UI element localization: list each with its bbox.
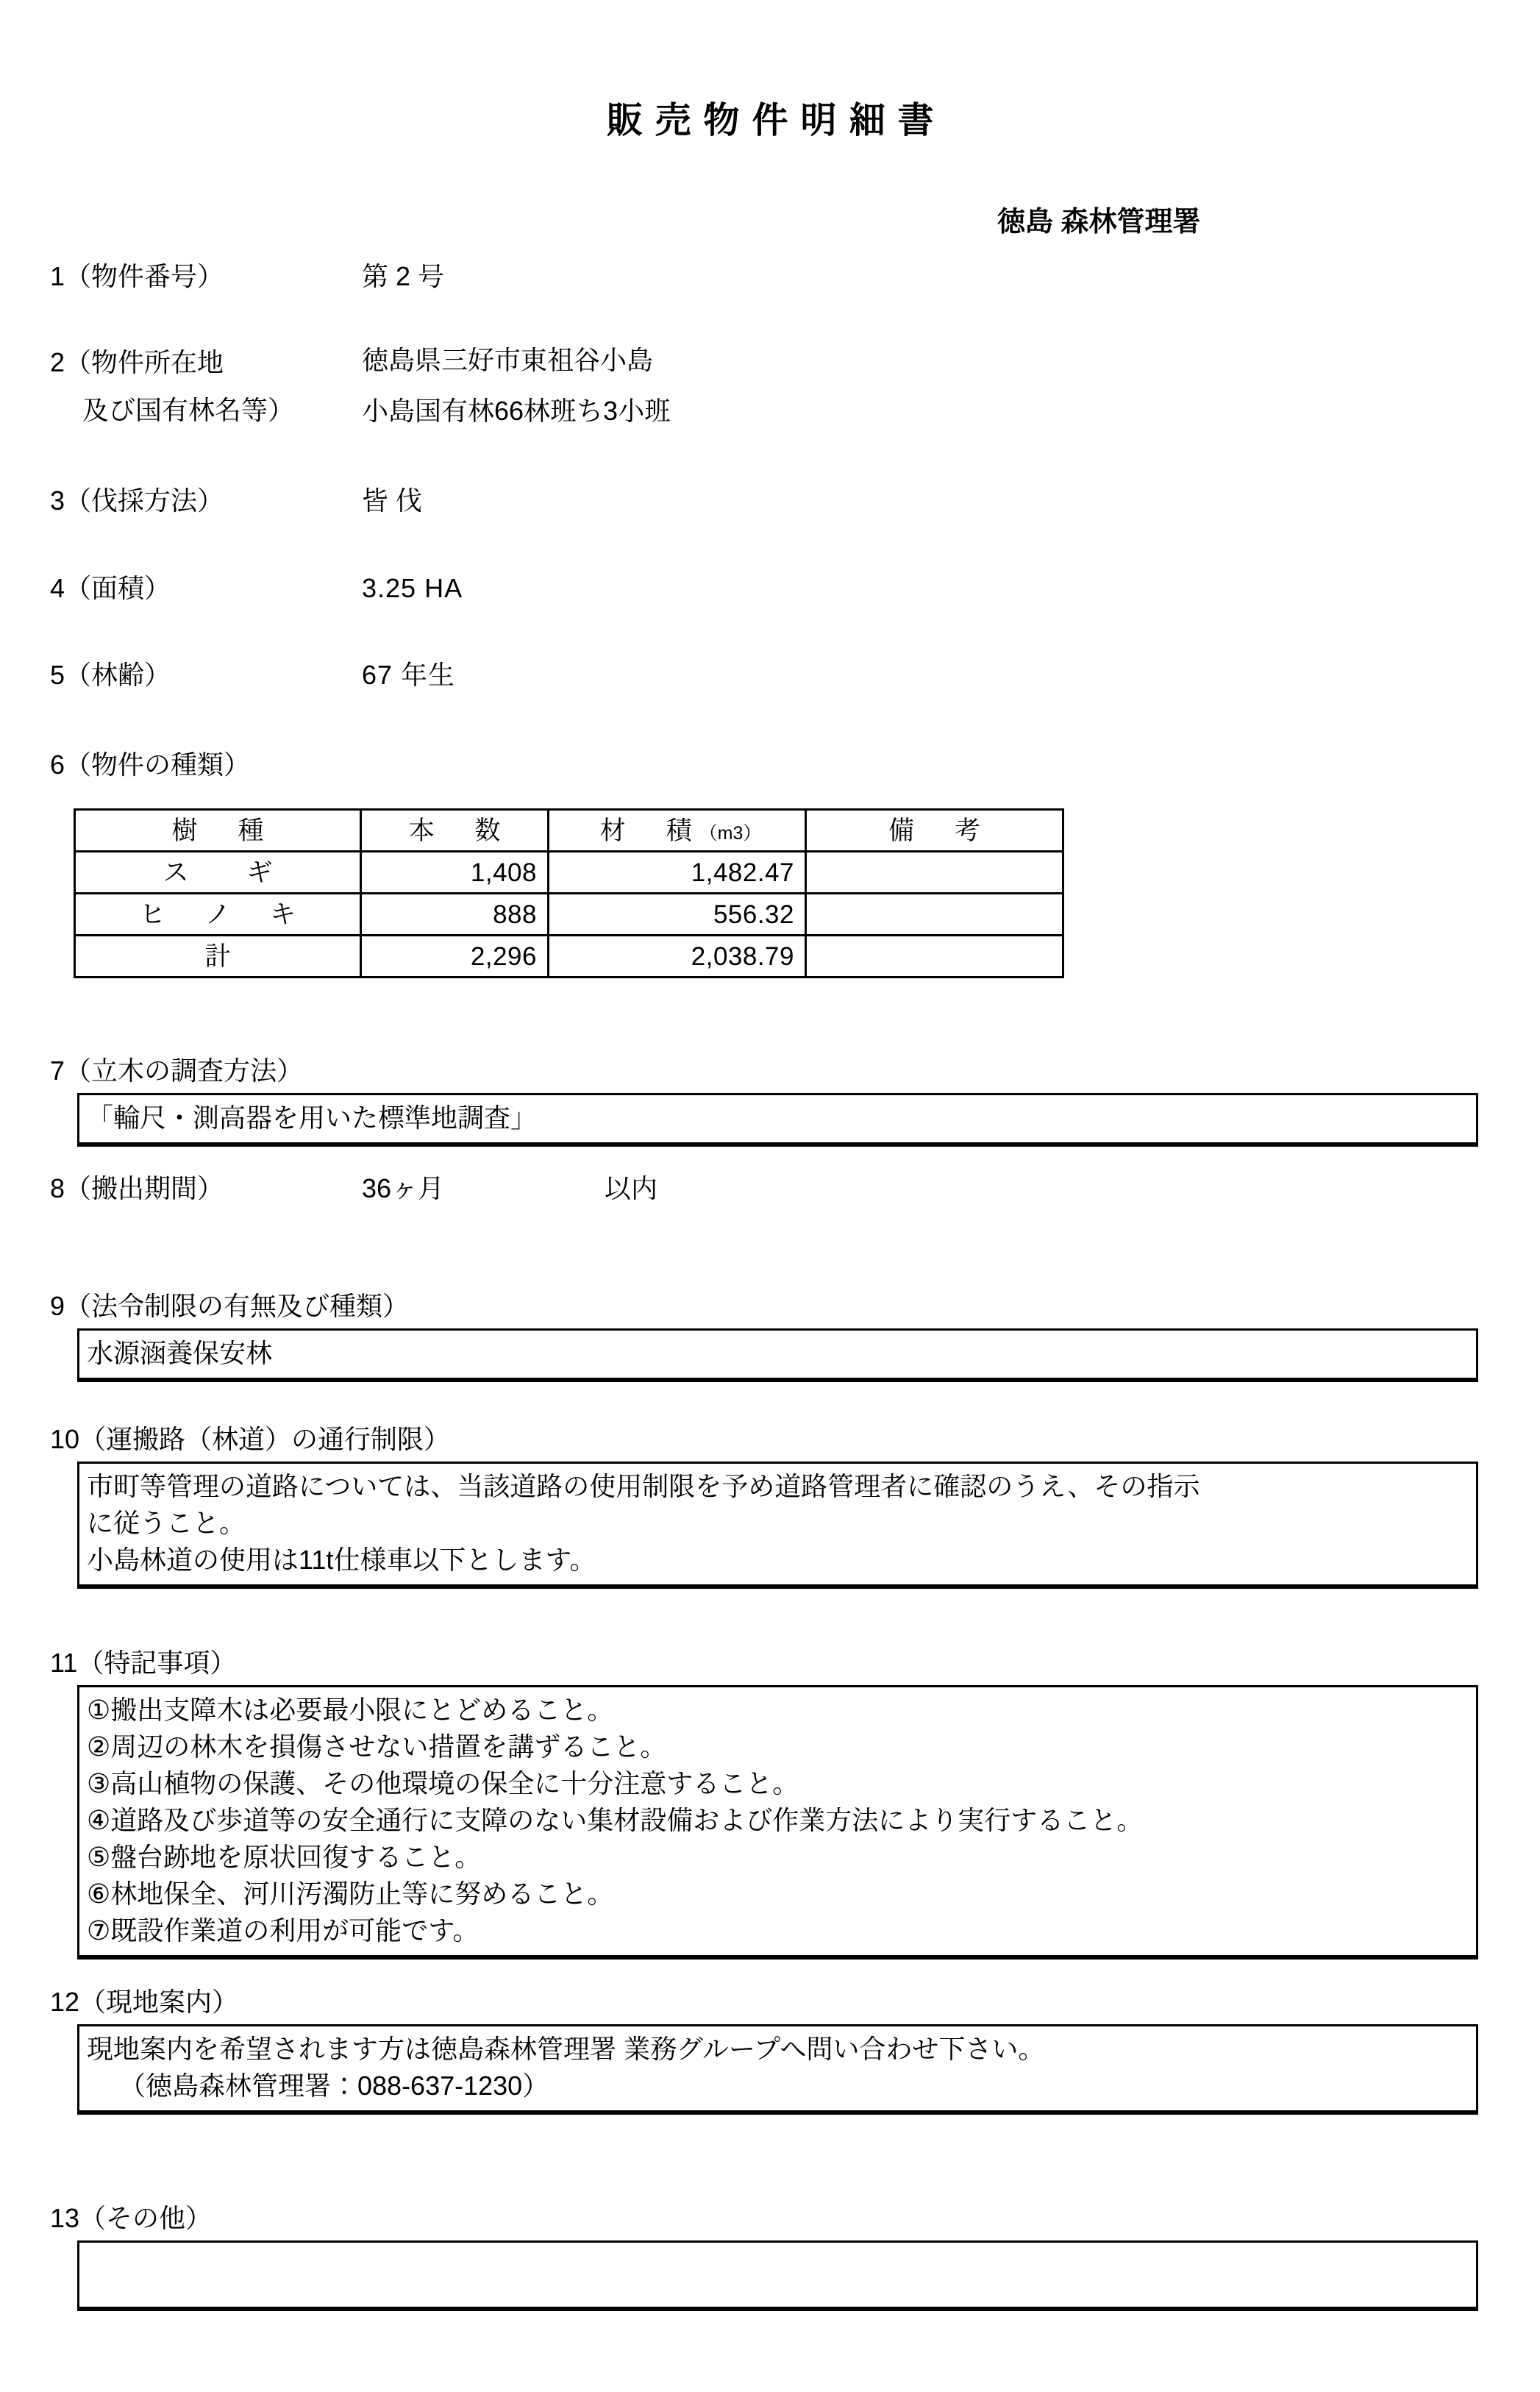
box-item-10-line: 小島林道の使用は11t仕様車以下とします。: [87, 1545, 596, 1575]
box-item-11-line: ⑤盤台跡地を原状回復すること。: [87, 1842, 482, 1872]
cell-volume: 556.32: [549, 894, 806, 936]
cell-volume-total: 2,038.79: [549, 936, 806, 978]
box-item-9-line: 水源涵養保安林: [87, 1338, 273, 1368]
heading-item-7: 7（立木の調査方法）: [50, 1056, 304, 1086]
label-item-8: 8（搬出期間）: [50, 1173, 224, 1203]
box-item-12-line: 現地案内を希望されます方は徳島森林管理署 業務グループへ問い合わせ下さい。: [87, 2034, 1045, 2064]
heading-item-9: 9（法令制限の有無及び種類）: [50, 1291, 410, 1321]
value-item-4: 3.25 HA: [362, 573, 463, 603]
cell-note: [806, 852, 1063, 894]
cell-species-total: 計: [75, 936, 361, 978]
box-item-11-line: ⑥林地保全、河川汚濁防止等に努めること。: [87, 1879, 614, 1909]
cell-species: ヒ ノ キ: [75, 894, 361, 936]
box-item-11-line: ④道路及び歩道等の安全通行に支障のない集材設備および作業方法により実行すること。: [87, 1805, 1144, 1835]
cell-count: 1,408: [361, 852, 549, 894]
table-row-total: [75, 936, 1063, 978]
box-item-11: [77, 1685, 1478, 1959]
heading-item-10: 10（運搬路（林道）の通行制限）: [50, 1424, 451, 1454]
heading-item-12: 12（現地案内）: [50, 1987, 239, 2017]
label-item-2-line2: 及び国有林名等）: [82, 395, 295, 425]
value-item-8-qualifier: 以内: [605, 1173, 658, 1203]
value-item-2-line2: 小島国有林66林班ち3小班: [362, 396, 671, 426]
value-item-5: 67 年生: [362, 660, 456, 690]
heading-item-13: 13（その他）: [50, 2203, 213, 2233]
cell-note-total: [806, 936, 1063, 978]
box-item-12: [77, 2024, 1478, 2115]
box-item-11-line: ③高山植物の保護、その他環境の保全に十分注意すること。: [87, 1768, 799, 1798]
box-item-7-line: 「輪尺・測高器を用いた標準地調査」: [87, 1103, 538, 1133]
box-item-10-line: に従うこと。: [87, 1508, 246, 1538]
box-item-10-line: 市町等管理の道路については、当該道路の使用制限を予め道路管理者に確認のうえ、その指示: [87, 1471, 1200, 1501]
column-header-volume-text: 材 積: [599, 816, 699, 845]
column-header-volume: [549, 810, 806, 852]
box-item-12-contact-line: （徳島森林管理署：088-637-1230）: [119, 2071, 549, 2101]
cell-count: 888: [361, 894, 549, 936]
column-header-species: 樹 種: [75, 810, 361, 852]
box-item-11-line: ⑦既設作業道の利用が可能です。: [87, 1915, 480, 1946]
label-item-3: 3（伐採方法）: [50, 485, 224, 516]
label-item-5: 5（林齢）: [50, 660, 171, 690]
heading-item-11: 11（特記事項）: [50, 1648, 237, 1678]
box-item-11-line: ②周辺の林木を損傷させない措置を講ずること。: [87, 1731, 667, 1762]
value-item-8-duration: 36ヶ月: [362, 1173, 445, 1203]
heading-item-6: 6（物件の種類）: [50, 750, 251, 780]
table-header-row: [75, 810, 1063, 852]
issuing-office: 徳島 森林管理署: [997, 207, 1201, 238]
column-header-note: 備 考: [806, 810, 1063, 852]
box-item-9: [77, 1328, 1478, 1382]
page-title: 販売物件明細書: [606, 101, 947, 140]
box-item-11-line: ①搬出支障木は必要最小限にとどめること。: [87, 1695, 614, 1725]
species-table: [74, 808, 1064, 978]
column-header-volume-unit: （m3）: [699, 822, 762, 844]
value-item-3: 皆 伐: [362, 485, 423, 516]
value-item-1: 第 2 号: [362, 261, 445, 291]
box-item-10: [77, 1462, 1478, 1589]
label-item-4: 4（面積）: [50, 573, 171, 603]
table-row: [75, 894, 1063, 936]
value-item-2-line1: 徳島県三好市東祖谷小島: [362, 345, 654, 375]
cell-volume: 1,482.47: [549, 852, 806, 894]
cell-species: ス ギ: [75, 852, 361, 894]
label-item-1: 1（物件番号）: [50, 261, 224, 291]
table-row: [75, 852, 1063, 894]
box-item-7: [77, 1093, 1478, 1147]
box-item-13: [77, 2240, 1478, 2311]
cell-count-total: 2,296: [361, 936, 549, 978]
label-item-2-line1: 2（物件所在地: [50, 347, 224, 377]
column-header-count: 本 数: [361, 810, 549, 852]
cell-note: [806, 894, 1063, 936]
